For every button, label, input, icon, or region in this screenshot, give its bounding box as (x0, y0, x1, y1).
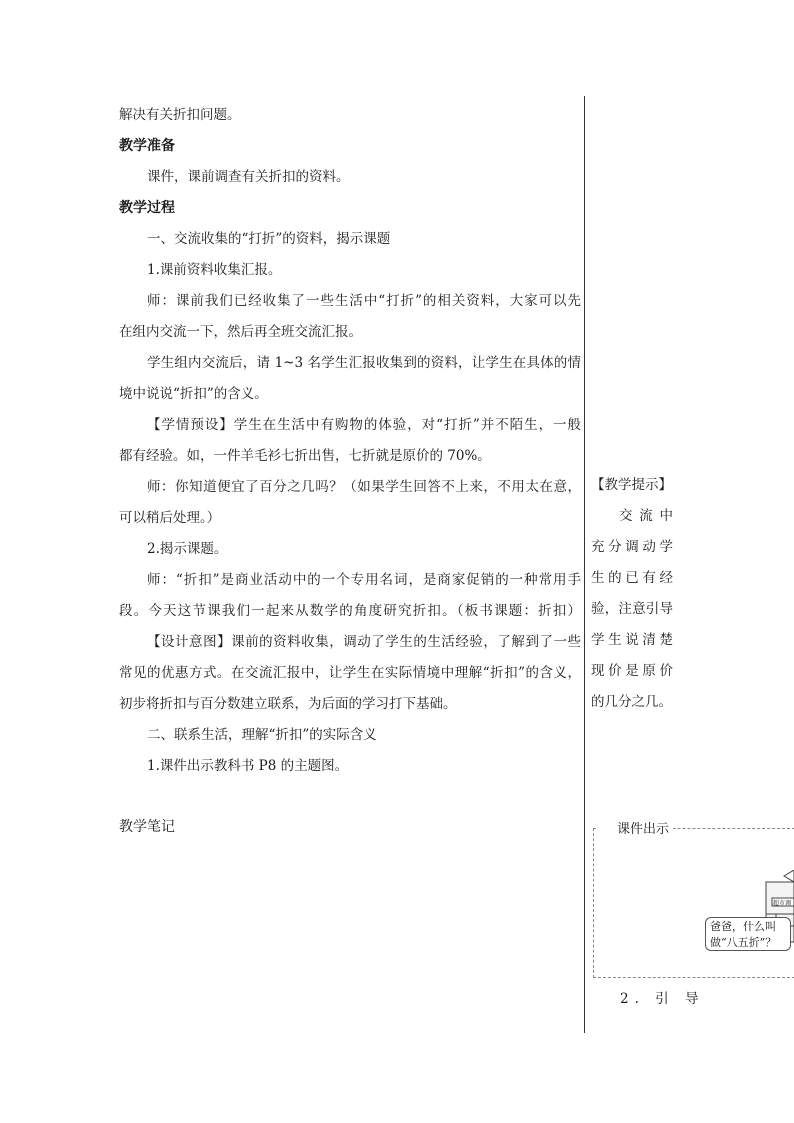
speech-bubble (705, 917, 791, 951)
sidebar-line: 验，注意引导 (591, 601, 673, 617)
sidebar-line: 交 流 中 (619, 508, 673, 524)
sidebar-line: 现价是原价 (591, 663, 673, 679)
teaching-tip-sidebar (591, 470, 794, 718)
text-line: 可以稍后处理。） (119, 510, 221, 526)
main-text-column (119, 100, 581, 782)
bubble-line: 做“八五折”？ (710, 936, 777, 949)
column-divider (584, 96, 585, 1033)
text-line: 在组内交流一下，然后再全班交流汇报。 (119, 324, 362, 340)
notes-label: 教学笔记 (119, 819, 175, 835)
text-line: 【设计意图】课前的资料收集，调动了学生的生活经验，了解到了一些 (147, 634, 581, 650)
text-line: 1.课件出示教科书 P8 的主题图。 (147, 758, 349, 774)
text-line: 一、交流收集的“打折”的资料，揭示课题 (147, 231, 391, 247)
text-line: 课件，课前调查有关折扣的资料。 (147, 169, 350, 185)
sidebar-line: 的几分之几。 (591, 694, 672, 710)
section-heading: 教学准备 (119, 138, 175, 154)
section-heading: 教学过程 (119, 200, 175, 216)
text-line: 师：你知道便宜了百分之几吗？（如果学生回答不上来，不用太在意， (147, 479, 581, 495)
sidebar-line: 生的已有经 (591, 570, 673, 586)
text-line: 境中说说“折扣”的含义。 (119, 386, 268, 402)
sidebar-line: 学生说清楚 (591, 632, 673, 648)
text-line: 常见的优惠方式。在交流汇报中，让学生在实际情境中理解“折扣”的含义， (119, 665, 581, 681)
text-line: 师：课前我们已经收集了一些生活中“打折”的相关资料，大家可以先 (147, 293, 581, 309)
sidebar-step: 2. 引 导 (620, 991, 705, 1007)
text-line: 解决有关折扣问题。 (119, 107, 241, 123)
text-line: 1.课前资料收集汇报。 (147, 262, 282, 278)
courseware-label: 课件出示 (597, 818, 673, 837)
sidebar-title: 【教学提示】 (591, 477, 672, 493)
text-line: 段。今天这节课我们一起来从数学的角度研究折扣。（板书课题：折扣） (119, 603, 581, 619)
text-line: 学生组内交流后，请 1~3 名学生汇报收集到的资料，让学生在具体的情 (147, 355, 581, 371)
text-line: 师：“折扣”是商业活动中的一个专用名词，是商家促销的一种常用手 (147, 572, 581, 588)
text-line: 二、联系生活，理解“折扣”的实际含义 (147, 727, 377, 743)
text-line: 2.揭示课题。 (147, 541, 228, 557)
store-sign-text: 超市调 (773, 900, 792, 907)
bubble-line: 爸爸，什么叫 (710, 920, 776, 933)
text-line: 都有经验。如，一件羊毛衫七折出售，七折就是原价的 70%。 (119, 448, 491, 464)
sidebar-line: 充分调动学 (591, 539, 673, 555)
text-line: 【学情预设】学生在生活中有购物的体验，对“打折”并不陌生，一般 (147, 417, 581, 433)
text-line: 初步将折扣与百分数建立联系，为后面的学习打下基础。 (119, 696, 457, 712)
